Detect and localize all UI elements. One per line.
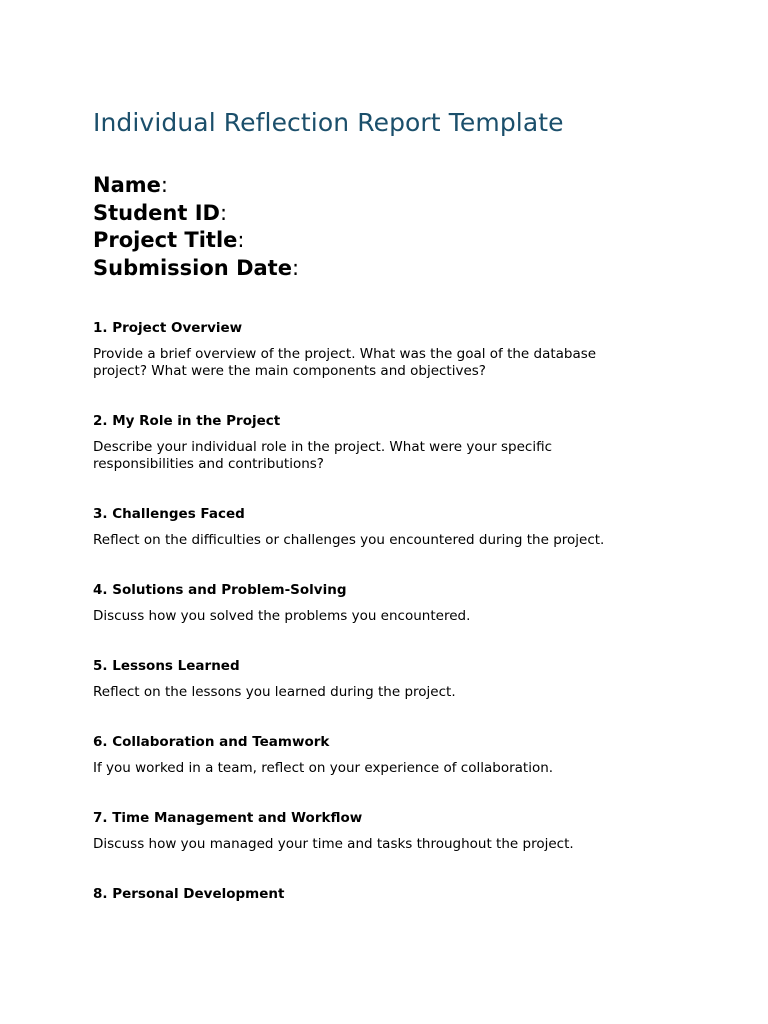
report-sections [93,319,673,903]
section-lessons-learned [93,657,673,701]
section-personal-development [93,885,673,903]
section-solutions [93,581,673,625]
section-heading: 8. Personal Development [93,886,285,902]
document-page [93,106,673,935]
field-label: Submission Date [93,255,292,280]
field-separator: : [291,255,300,280]
field-name [93,172,673,200]
section-heading: 4. Solutions and Problem-Solving [93,582,347,598]
section-heading: 6. Collaboration and Teamwork [93,734,330,750]
field-submission-date [93,255,673,283]
field-label: Student ID [93,200,220,225]
section-time-management [93,809,673,853]
section-body: Describe your individual role in the project. What were your specific responsibilities and contributions? [93,439,553,472]
field-label: Name [93,173,161,197]
section-body: Provide a brief overview of the project. What was the goal of the database project? What were the main components and objectives? [93,346,597,379]
field-project-title [93,227,673,255]
document-title: Individual Reflection Report Template [93,108,564,137]
section-body: Discuss how you managed your time and tasks throughout the project. [93,836,574,852]
section-my-role [93,412,673,473]
field-separator: : [219,200,228,225]
section-heading: 5. Lessons Learned [93,658,240,674]
section-body: Reflect on the lessons you learned during the project. [93,684,456,700]
section-collaboration [93,733,673,777]
section-heading: 3. Challenges Faced [93,506,245,522]
section-heading: 7. Time Management and Workflow [93,810,363,826]
section-heading: 2. My Role in the Project [93,413,281,429]
field-student-id [93,200,673,228]
section-body: Discuss how you solved the problems you encountered. [93,608,471,624]
student-info-fields [93,172,673,282]
field-separator: : [160,173,168,197]
section-project-overview [93,319,673,380]
field-label: Project Title [93,228,238,252]
section-challenges [93,505,673,549]
section-body: If you worked in a team, reflect on your experience of collaboration. [93,760,554,776]
section-body: Reflect on the difficulties or challenges you encountered during the project. [93,532,605,548]
section-heading: 1. Project Overview [93,320,243,336]
field-separator: : [237,228,245,252]
